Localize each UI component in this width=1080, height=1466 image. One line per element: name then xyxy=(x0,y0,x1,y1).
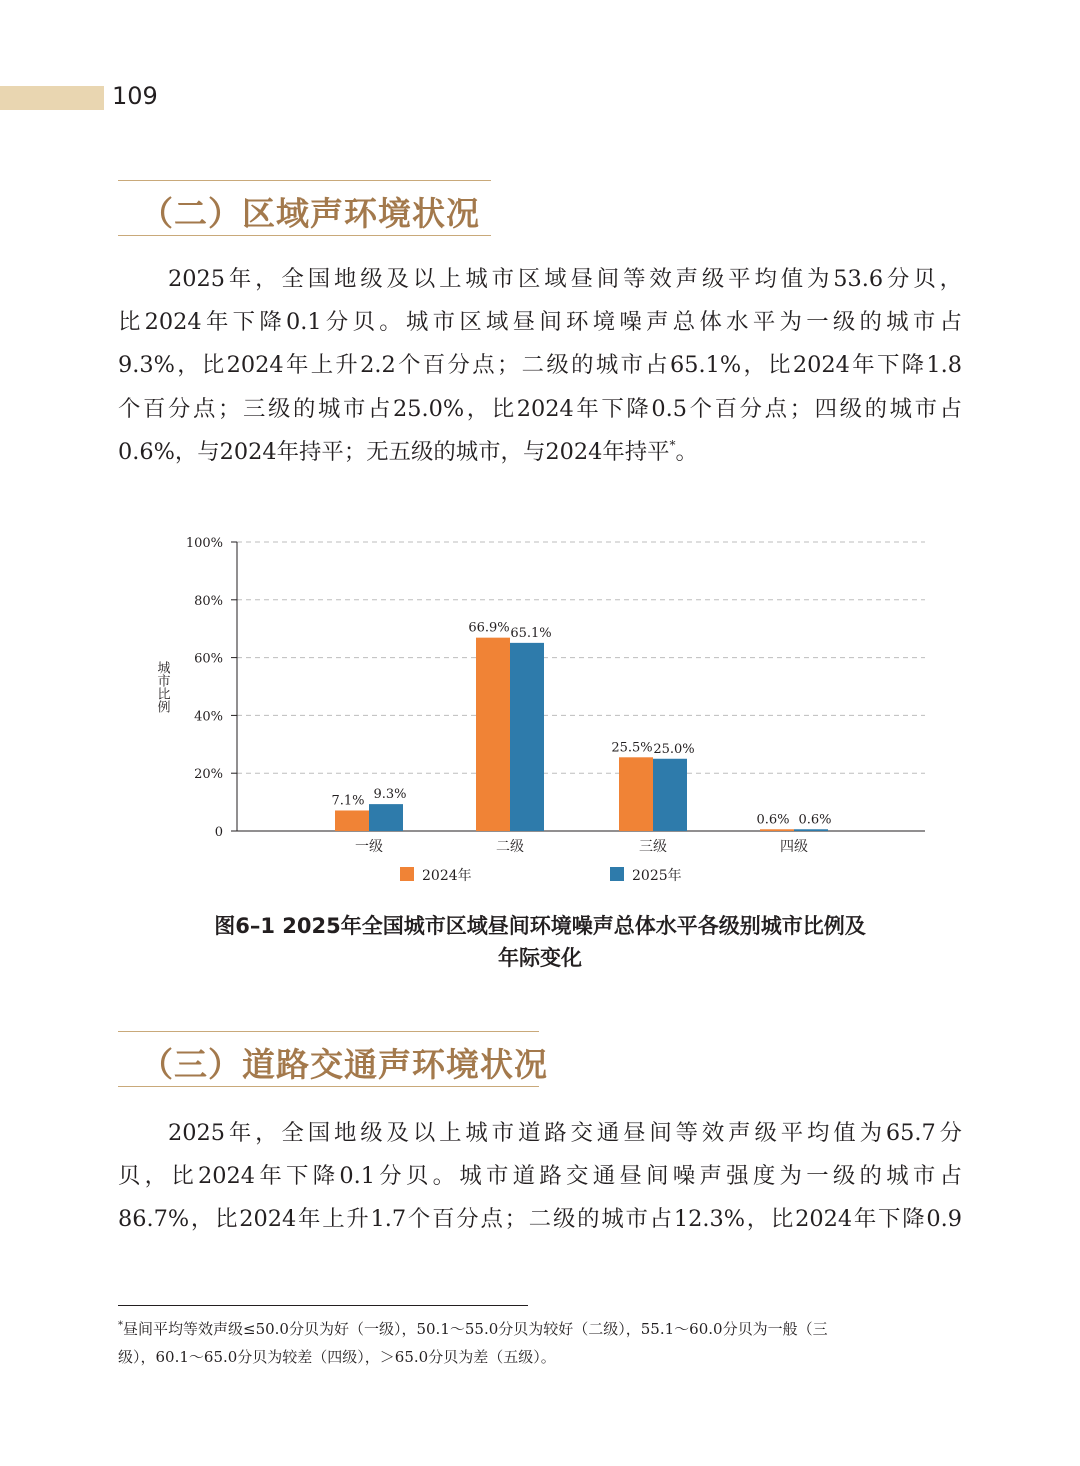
bar xyxy=(653,759,687,831)
section-heading-label: （三）道路交通声环境状况 xyxy=(140,1045,548,1084)
y-tick-label: 0 xyxy=(214,825,223,840)
paragraph-line: 0.6%，与2024年持平；无五级的城市，与2024年持平*。 xyxy=(118,437,698,465)
x-tick-label: 二级 xyxy=(496,839,524,855)
paragraph-regional-noise xyxy=(118,258,962,474)
data-label: 65.1% xyxy=(510,625,552,641)
legend-label: 2025年 xyxy=(632,868,682,884)
data-label: 9.3% xyxy=(373,787,407,803)
data-label: 66.9% xyxy=(468,620,510,636)
footnote-continued: 级），60.1～65.0分贝为较差（四级），＞65.0分贝为差（五级）。 xyxy=(118,1348,556,1366)
bar xyxy=(335,810,369,831)
paragraph-line: 比2024年下降0.1分贝。城市区域昼间环境噪声总体水平为一级的城市占 xyxy=(118,309,962,336)
y-axis-label: 城市比例 xyxy=(154,661,170,713)
bar xyxy=(794,829,828,831)
data-label: 25.5% xyxy=(611,740,653,756)
x-tick-label: 三级 xyxy=(639,839,667,855)
page-number: 109 xyxy=(112,82,158,110)
bar xyxy=(369,804,403,831)
y-tick-label: 60% xyxy=(194,651,223,667)
figure-caption: 图6–1 2025年全国城市区域昼间环境噪声总体水平各级别城市比例及 xyxy=(214,914,866,938)
y-tick-label: 20% xyxy=(194,767,223,783)
paragraph-line: 2025年，全国地级及以上城市区域昼间等效声级平均值为53.6分贝， xyxy=(168,266,962,292)
data-label: 0.6% xyxy=(756,812,790,828)
footnote-marker: * xyxy=(669,437,676,452)
paragraph-road-traffic-noise xyxy=(118,1112,962,1242)
paragraph-line: 个百分点；三级的城市占25.0%，比2024年下降0.5个百分点；四级的城市占 xyxy=(118,395,962,422)
page-header-band xyxy=(0,86,104,110)
bar xyxy=(476,638,510,831)
paragraph-line: 86.7%，比2024年上升1.7个百分点；二级的城市占12.3%，比2024年下降0.9 xyxy=(118,1206,962,1233)
paragraph-line: 9.3%，比2024年上升2.2个百分点；二级的城市占65.1%，比2024年下降1.8 xyxy=(118,352,962,379)
bar xyxy=(510,643,544,831)
bar-chart xyxy=(140,525,940,895)
bar xyxy=(760,829,794,831)
footnote-marker: * xyxy=(118,1320,123,1331)
bar xyxy=(619,757,653,831)
data-label: 25.0% xyxy=(653,741,695,757)
section-heading-road-traffic-noise xyxy=(118,1031,548,1087)
paragraph-line: 2025年，全国地级及以上城市道路交通昼间等效声级平均值为65.7分 xyxy=(168,1120,962,1146)
legend-label: 2024年 xyxy=(422,868,472,884)
x-tick-label: 一级 xyxy=(355,839,383,855)
section-heading-regional-noise xyxy=(118,180,491,236)
x-tick-label: 四级 xyxy=(780,839,808,855)
y-tick-label: 100% xyxy=(185,536,223,551)
legend-swatch xyxy=(400,867,414,881)
footnote: *昼间平均等效声级≤50.0分贝为好（一级），50.1～55.0分贝为较好（二级），55.1～60.0分贝为一般（三 xyxy=(118,1320,828,1338)
data-label: 0.6% xyxy=(798,812,832,828)
legend-swatch xyxy=(610,867,624,881)
y-tick-label: 80% xyxy=(194,593,223,609)
data-label: 7.1% xyxy=(331,793,365,809)
y-tick-label: 40% xyxy=(194,709,223,725)
section-heading-label: （二）区域声环境状况 xyxy=(140,194,480,233)
footnote-divider xyxy=(118,1305,528,1306)
figure-caption-continued: 年际变化 xyxy=(498,946,582,970)
paragraph-line: 贝，比2024年下降0.1分贝。城市道路交通昼间噪声强度为一级的城市占 xyxy=(118,1163,962,1190)
